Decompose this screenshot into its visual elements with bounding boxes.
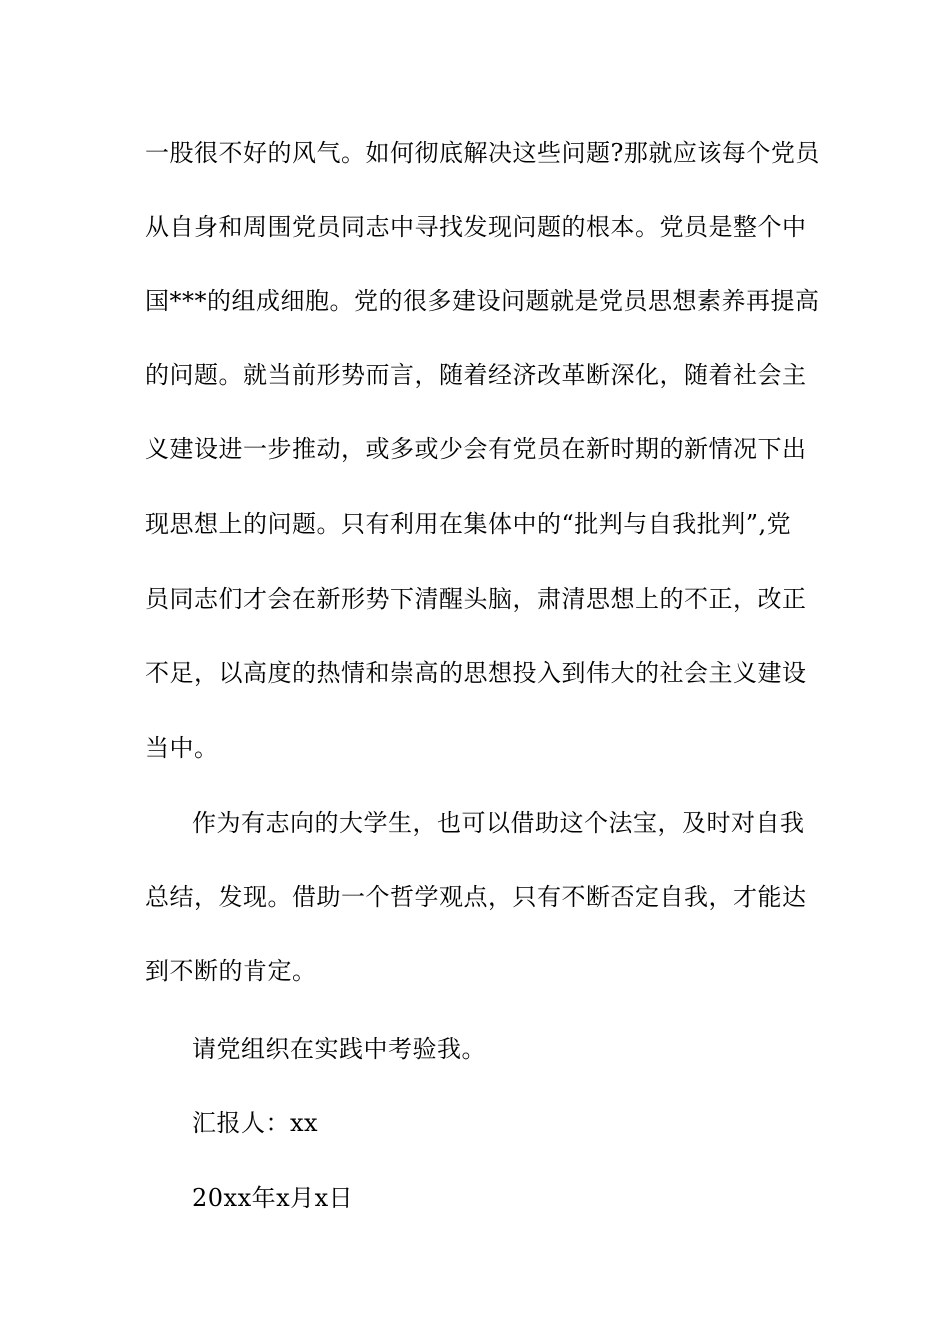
- reporter-signature: 汇报人：xx: [192, 1109, 319, 1137]
- paragraph-1-line-2: 从自身和周围党员同志中寻找发现问题的根本。党员是整个中: [145, 213, 807, 241]
- report-date: 20xx年x月x日: [192, 1184, 354, 1212]
- paragraph-1-line-8: 不足，以高度的热情和崇高的思想投入到伟大的社会主义建设: [145, 659, 807, 687]
- paragraph-2-line-2: 总结，发现。借助一个哲学观点，只有不断否定自我，才能达: [145, 883, 807, 911]
- paragraph-2-line-3: 到不断的肯定。: [145, 957, 317, 985]
- paragraph-1-line-1: 一股很不好的风气。如何彻底解决这些问题?那就应该每个党员: [145, 139, 820, 167]
- paragraph-1-line-6: 现思想上的问题。只有利用在集体中的“批判与自我批判”,党: [145, 510, 792, 538]
- paragraph-2-line-1: 作为有志向的大学生，也可以借助这个法宝，及时对自我: [192, 809, 805, 837]
- paragraph-1-line-7: 员同志们才会在新形势下清醒头脑，肃清思想上的不正，改正: [145, 585, 807, 613]
- closing-statement: 请党组织在实践中考验我。: [192, 1035, 486, 1063]
- paragraph-1-line-3: 国***的组成细胞。党的很多建设问题就是党员思想素养再提高: [145, 287, 820, 315]
- paragraph-1-line-9: 当中。: [145, 734, 219, 762]
- paragraph-1-line-4: 的问题。就当前形势而言，随着经济改革断深化，随着社会主: [145, 361, 807, 389]
- paragraph-1-line-5: 义建设进一步推动，或多或少会有党员在新时期的新情况下出: [145, 435, 807, 463]
